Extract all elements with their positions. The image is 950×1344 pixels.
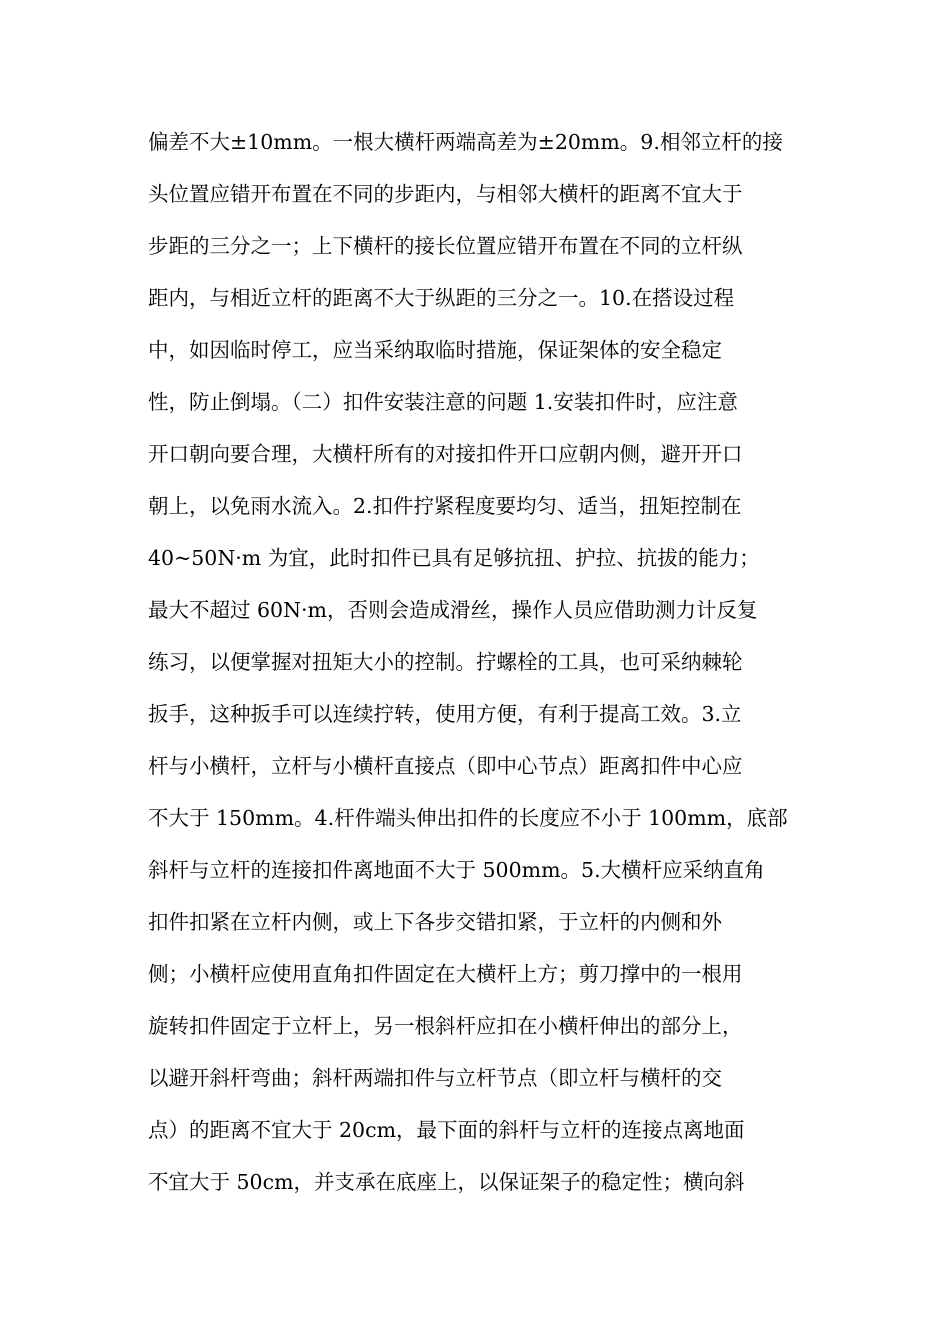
text-line: 朝上，以免雨水流入。2.扣件拧紧程度要均匀、适当，扭矩控制在 xyxy=(148,494,742,518)
text-line: 杆与小横杆，立杆与小横杆直接点（即中心节点）距离扣件中心应 xyxy=(148,754,743,778)
text-line: 不大于 150mm。4.杆件端头伸出扣件的长度应不小于 100mm，底部 xyxy=(148,806,788,830)
text-line: 扳手，这种扳手可以连续拧转，使用方便，有利于提高工效。3.立 xyxy=(148,702,742,726)
text-line: 开口朝向要合理，大横杆所有的对接扣件开口应朝内侧，避开开口 xyxy=(148,442,743,466)
text-line: 最大不超过 60N·m，否则会造成滑丝，操作人员应借助测力计反复 xyxy=(148,598,758,622)
text-line: 步距的三分之一；上下横杆的接长位置应错开布置在不同的立杆纵 xyxy=(148,234,743,258)
text-line: 性，防止倒塌。（二）扣件安装注意的问题 1.安装扣件时，应注意 xyxy=(148,390,738,414)
text-line: 练习，以便掌握对扭矩大小的控制。拧螺栓的工具，也可采纳棘轮 xyxy=(148,650,743,674)
text-line: 点）的距离不宜大于 20cm，最下面的斜杆与立杆的连接点离地面 xyxy=(148,1118,745,1142)
body-text xyxy=(148,116,808,1208)
text-line: 旋转扣件固定于立杆上，另一根斜杆应扣在小横杆伸出的部分上， xyxy=(148,1014,743,1038)
text-line: 中，如因临时停工，应当采纳取临时措施，保证架体的安全稳定 xyxy=(148,338,722,362)
text-line: 侧；小横杆应使用直角扣件固定在大横杆上方；剪刀撑中的一根用 xyxy=(148,962,743,986)
text-line: 不宜大于 50cm，并支承在底座上，以保证架子的稳定性；横向斜 xyxy=(148,1170,745,1194)
text-line: 以避开斜杆弯曲；斜杆两端扣件与立杆节点（即立杆与横杆的交 xyxy=(148,1066,722,1090)
text-line: 40~50N·m 为宜，此时扣件已具有足够抗扭、护拉、抗拔的能力； xyxy=(148,546,760,570)
text-line: 偏差不大±10mm。一根大横杆两端高差为±20mm。9.相邻立杆的接 xyxy=(148,130,783,154)
text-line: 头位置应错开布置在不同的步距内，与相邻大横杆的距离不宜大于 xyxy=(148,182,743,206)
text-line: 扣件扣紧在立杆内侧，或上下各步交错扣紧，于立杆的内侧和外 xyxy=(148,910,722,934)
text-line: 距内，与相近立杆的距离不大于纵距的三分之一。10.在搭设过程 xyxy=(148,286,735,310)
text-line: 斜杆与立杆的连接扣件离地面不大于 500mm。5.大横杆应采纳直角 xyxy=(148,858,765,882)
